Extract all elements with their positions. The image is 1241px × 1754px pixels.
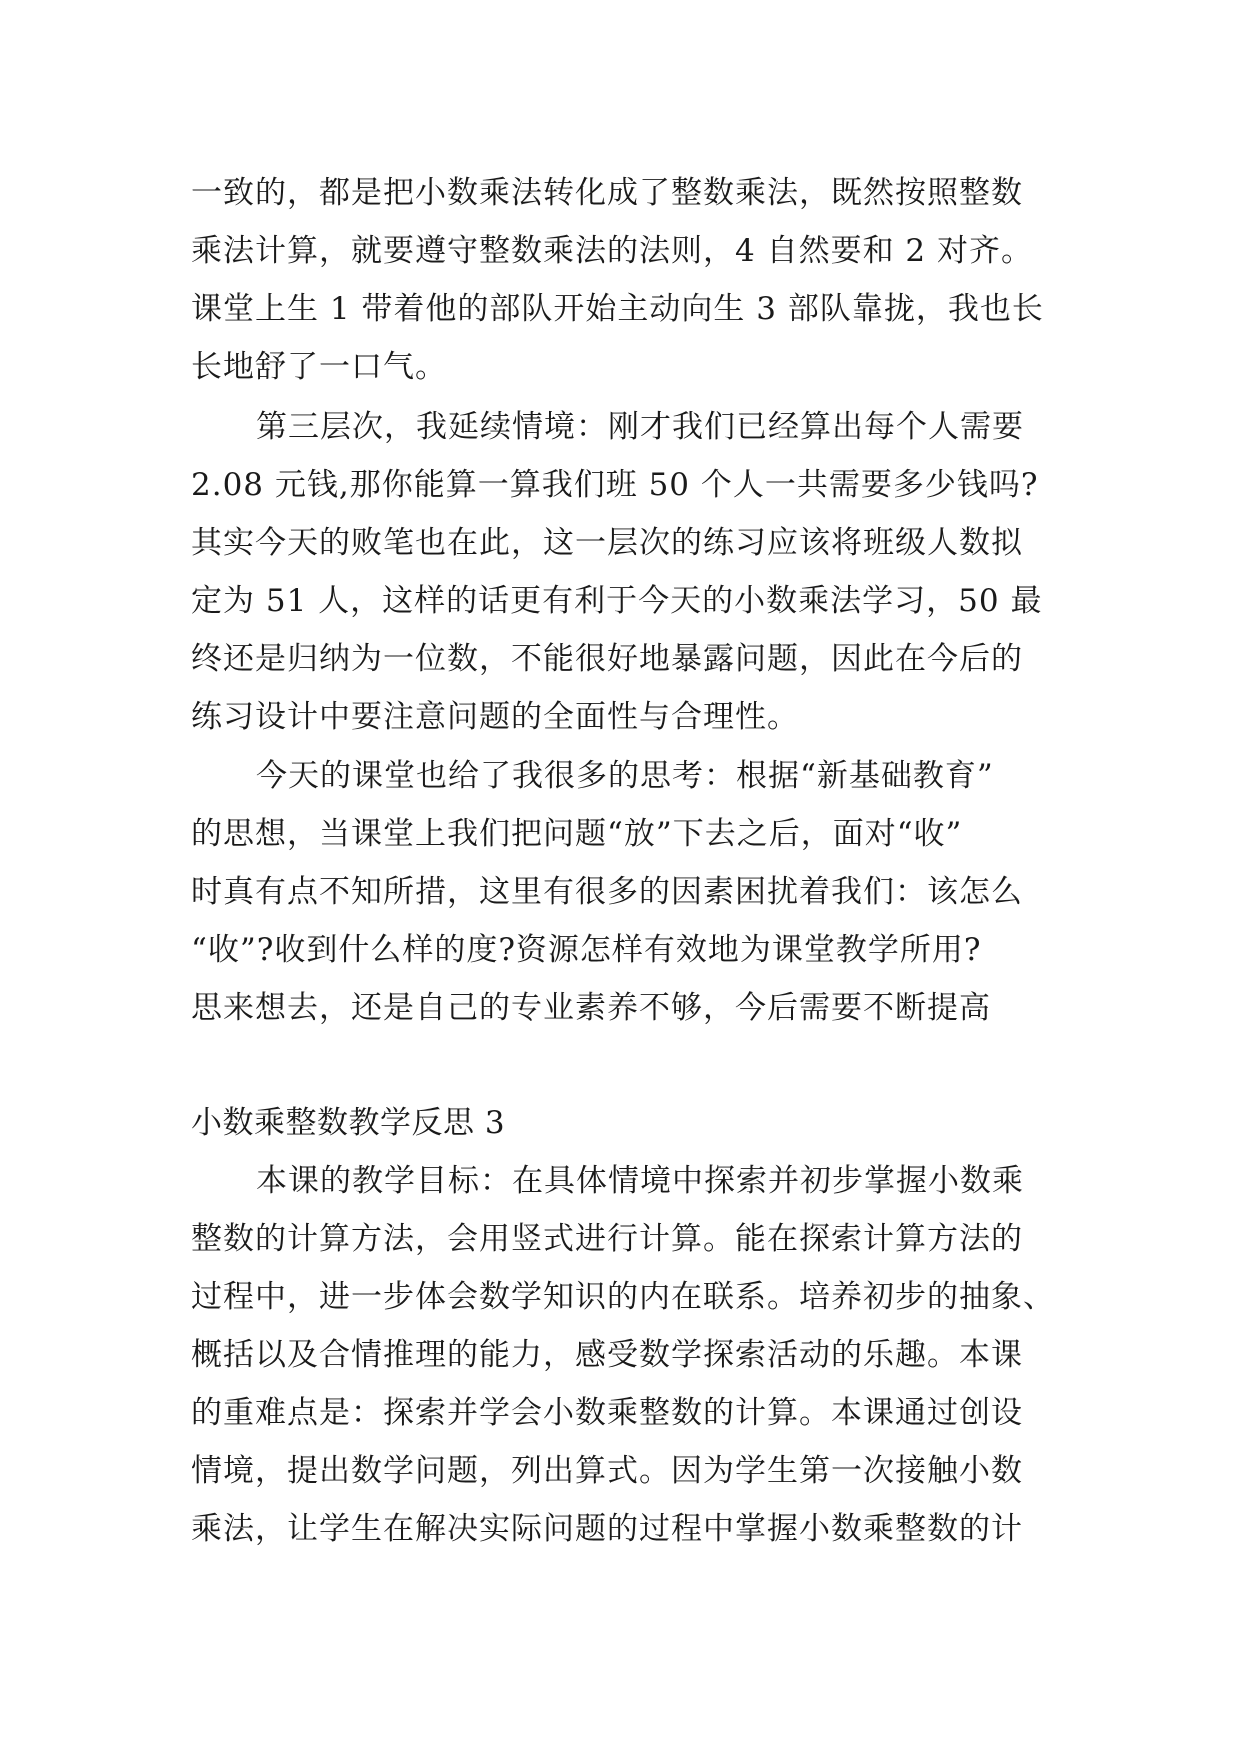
- paragraph-first-line: 本课的教学目标：在具体情境中探索并初步掌握小数乘: [256, 1163, 1024, 1199]
- body-line: 练习设计中要注意问题的全面性与合理性。: [191, 699, 799, 735]
- body-line: 乘法，让学生在解决实际问题的过程中掌握小数乘整数的计: [191, 1511, 1023, 1547]
- body-line: 2.08 元钱,那你能算一算我们班 50 个人一共需要多少钱吗?: [191, 467, 1039, 503]
- body-line: 时真有点不知所措，这里有很多的因素困扰着我们：该怎么: [191, 874, 1023, 910]
- body-line: 终还是归纳为一位数，不能很好地暴露问题，因此在今后的: [191, 641, 1023, 677]
- body-line: 其实今天的败笔也在此，这一层次的练习应该将班级人数拟: [191, 525, 1023, 561]
- body-line: 一致的，都是把小数乘法转化成了整数乘法，既然按照整数: [191, 175, 1023, 211]
- body-line: 概括以及合情推理的能力，感受数学探索活动的乐趣。本课: [191, 1337, 1023, 1373]
- section-title: 小数乘整数教学反思 3: [191, 1105, 506, 1141]
- body-line: 定为 51 人，这样的话更有利于今天的小数乘法学习，50 最: [191, 583, 1043, 619]
- body-line: “收”?收到什么样的度?资源怎样有效地为课堂教学所用?: [191, 932, 982, 968]
- paragraph-first-line: 今天的课堂也给了我很多的思考：根据“新基础教育”: [256, 758, 994, 794]
- body-line: 乘法计算，就要遵守整数乘法的法则，4 自然要和 2 对齐。: [191, 233, 1034, 269]
- body-line: 过程中，进一步体会数学知识的内在联系。培养初步的抽象、: [191, 1279, 1055, 1315]
- body-line: 思来想去，还是自己的专业素养不够，今后需要不断提高: [191, 990, 991, 1026]
- body-line: 的重难点是：探索并学会小数乘整数的计算。本课通过创设: [191, 1395, 1023, 1431]
- paragraph-first-line: 第三层次，我延续情境：刚才我们已经算出每个人需要: [256, 409, 1024, 445]
- body-line: 课堂上生 1 带着他的部队开始主动向生 3 部队靠拢，我也长: [191, 291, 1044, 327]
- body-line: 的思想，当课堂上我们把问题“放”下去之后，面对“收”: [191, 816, 963, 852]
- body-line: 情境，提出数学问题，列出算式。因为学生第一次接触小数: [191, 1453, 1023, 1489]
- body-line: 长地舒了一口气。: [191, 349, 447, 385]
- body-line: 整数的计算方法，会用竖式进行计算。能在探索计算方法的: [191, 1221, 1023, 1257]
